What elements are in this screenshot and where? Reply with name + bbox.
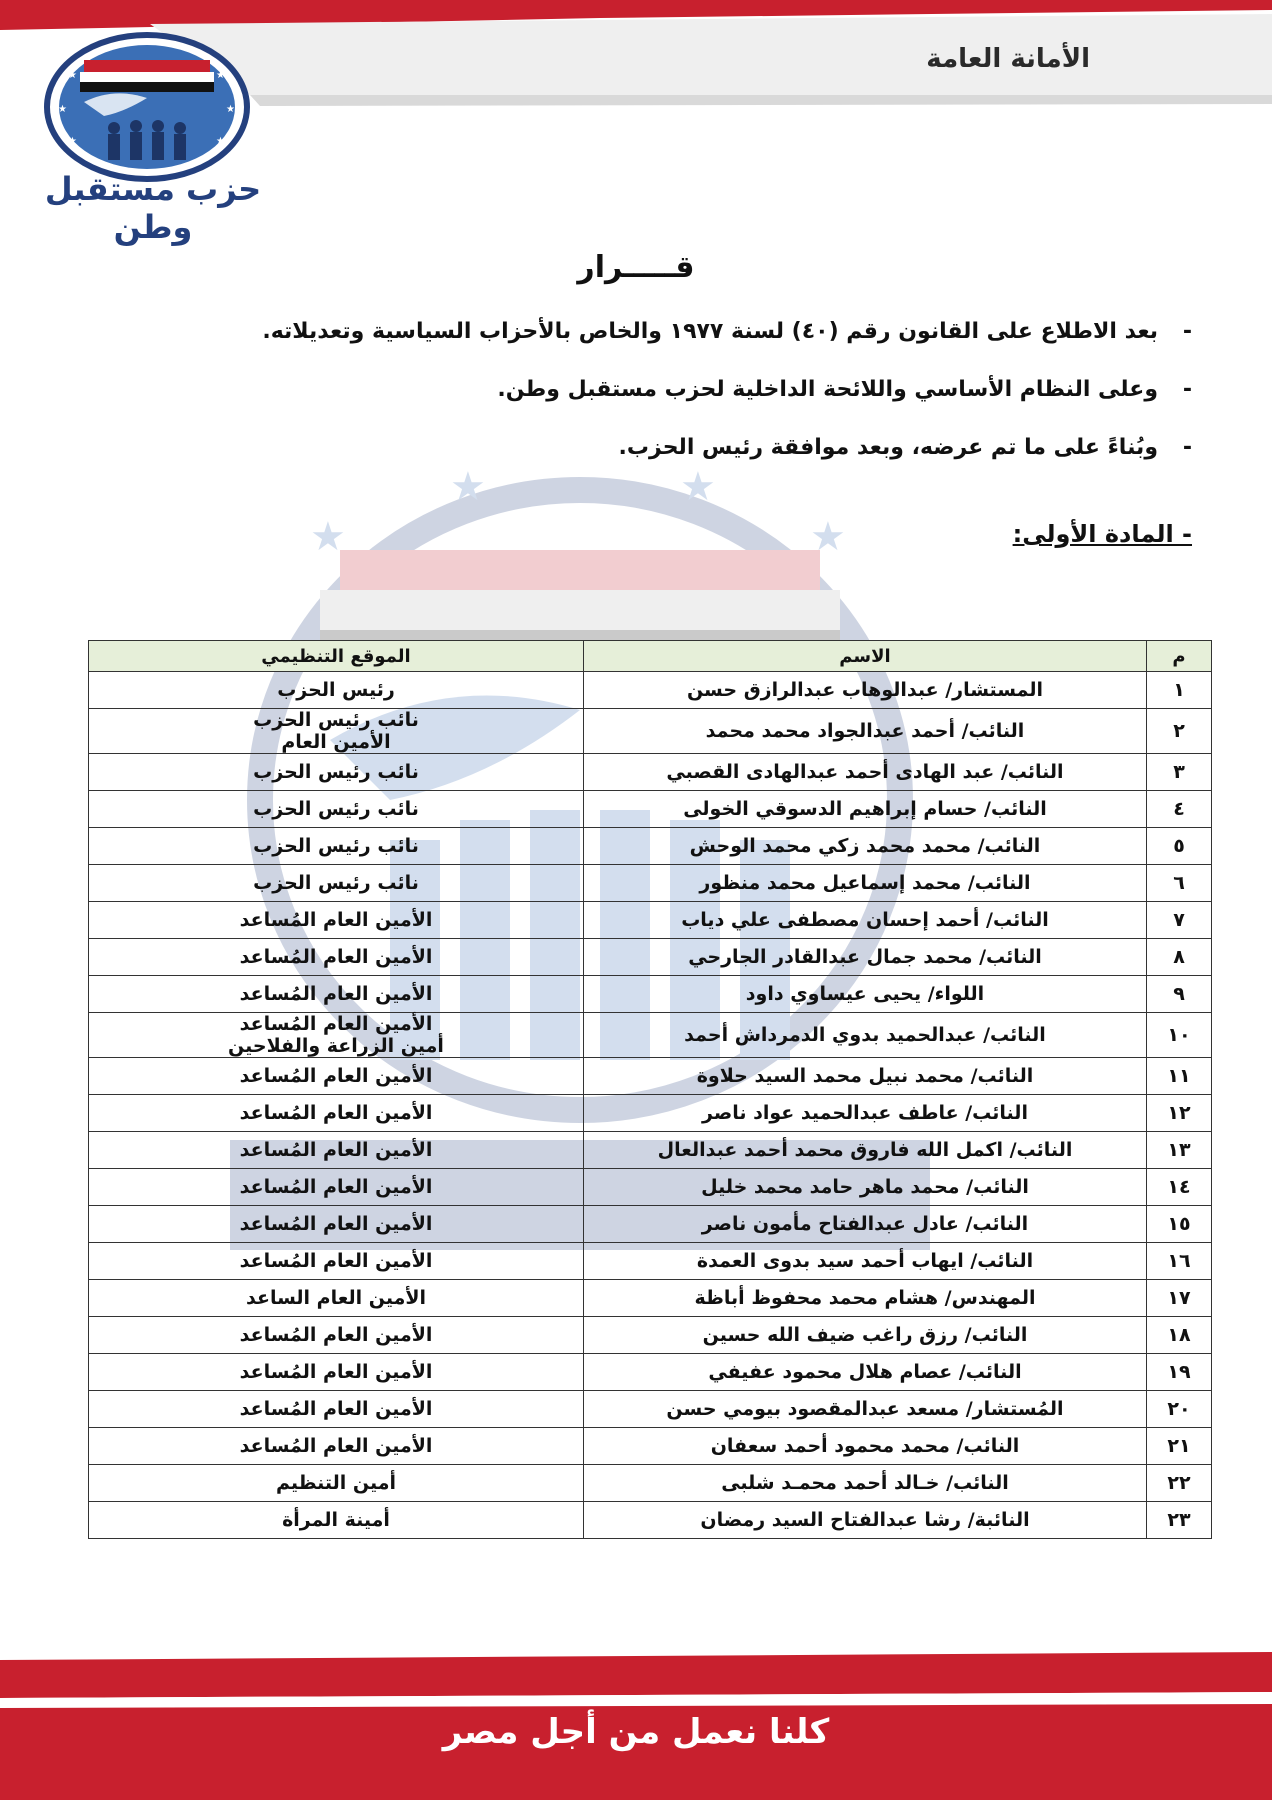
- row-number: ١٥: [1147, 1206, 1212, 1243]
- svg-text:★: ★: [450, 464, 486, 510]
- list-dash: -: [1182, 435, 1192, 460]
- member-position: الأمين العام المُساعد: [89, 1354, 584, 1391]
- row-number: ١٠: [1147, 1013, 1212, 1058]
- member-name: النائب/ عبدالحميد بدوي الدمرداش أحمد: [584, 1013, 1147, 1058]
- member-name: النائب/ أحمد إحسان مصطفى علي دياب: [584, 902, 1147, 939]
- svg-text:★: ★: [58, 104, 67, 115]
- row-number: ٤: [1147, 791, 1212, 828]
- table-row: [89, 1169, 1212, 1206]
- member-position: نائب رئيس الحزب الأمين العام: [89, 709, 584, 754]
- row-number: ١٢: [1147, 1095, 1212, 1132]
- member-position: الأمين العام المُساعد: [89, 1428, 584, 1465]
- member-name: النائب/ اكمل الله فاروق محمد أحمد عبدالعال: [584, 1132, 1147, 1169]
- svg-text:★: ★: [310, 514, 346, 560]
- member-position: الأمين العام المُساعد: [89, 1317, 584, 1354]
- member-position: نائب رئيس الحزب: [89, 865, 584, 902]
- member-name: النائب/ محمد إسماعيل محمد منظور: [584, 865, 1147, 902]
- svg-text:★: ★: [680, 464, 716, 510]
- table-row: [89, 1502, 1212, 1539]
- row-number: ١٦: [1147, 1243, 1212, 1280]
- row-number: ٥: [1147, 828, 1212, 865]
- member-position: الأمين العام المُساعد: [89, 1058, 584, 1095]
- list-dash: -: [1182, 319, 1192, 344]
- member-position: رئيس الحزب: [89, 672, 584, 709]
- member-name: النائب/ رزق راغب ضيف الله حسين: [584, 1317, 1147, 1354]
- member-position: الأمين العام المُساعد: [89, 939, 584, 976]
- row-number: ٢١: [1147, 1428, 1212, 1465]
- table-row: [89, 672, 1212, 709]
- member-position: أمين التنظيم: [89, 1465, 584, 1502]
- member-name: النائب/ محمد نبيل محمد السيد حلاوة: [584, 1058, 1147, 1095]
- member-name: النائب/ ايهاب أحمد سيد بدوى العمدة: [584, 1243, 1147, 1280]
- org-title: الأمانة العامة: [926, 44, 1090, 74]
- member-name: النائب/ محمد جمال عبدالقادر الجارحي: [584, 939, 1147, 976]
- header-num: م: [1147, 641, 1212, 672]
- table-row: [89, 1058, 1212, 1095]
- table-row: [89, 754, 1212, 791]
- members-table-body: [89, 672, 1212, 1539]
- party-logo: [44, 32, 250, 182]
- member-position: الأمين العام المُساعد: [89, 902, 584, 939]
- member-position: الأمين العام المُساعد: [89, 976, 584, 1013]
- table-row: [89, 1354, 1212, 1391]
- decision-title: قـــــرار: [577, 250, 695, 285]
- member-position: الأمين العام المُساعد: [89, 1206, 584, 1243]
- table-row: [89, 976, 1212, 1013]
- row-number: ٢٣: [1147, 1502, 1212, 1539]
- svg-text:★: ★: [226, 104, 235, 115]
- preamble-item: [142, 426, 1192, 484]
- logo-caption: حزب مستقبل وطن: [44, 170, 262, 246]
- member-position: نائب رئيس الحزب: [89, 791, 584, 828]
- table-row: [89, 1317, 1212, 1354]
- member-name: النائب/ محمد محمد زكي محمد الوحش: [584, 828, 1147, 865]
- member-position: نائب رئيس الحزب: [89, 828, 584, 865]
- member-position: الأمين العام المُساعد: [89, 1095, 584, 1132]
- member-name: النائب/ حسام إبراهيم الدسوقي الخولى: [584, 791, 1147, 828]
- svg-text:★: ★: [216, 70, 225, 81]
- list-dash: -: [1182, 377, 1192, 402]
- header-name: الاسم: [584, 641, 1147, 672]
- member-name: النائب/ أحمد عبدالجواد محمد محمد: [584, 709, 1147, 754]
- row-number: ٢٢: [1147, 1465, 1212, 1502]
- row-number: ٢: [1147, 709, 1212, 754]
- row-number: ١: [1147, 672, 1212, 709]
- table-row: [89, 939, 1212, 976]
- row-number: ١٨: [1147, 1317, 1212, 1354]
- member-name: النائب/ عصام هلال محمود عفيفي: [584, 1354, 1147, 1391]
- member-name: النائب/ عبد الهادى أحمد عبدالهادى القصبي: [584, 754, 1147, 791]
- row-number: ١١: [1147, 1058, 1212, 1095]
- row-number: ٦: [1147, 865, 1212, 902]
- member-name: اللواء/ يحيى عيساوي داود: [584, 976, 1147, 1013]
- svg-text:★: ★: [216, 136, 225, 147]
- svg-text:★: ★: [68, 136, 77, 147]
- member-name: النائب/ محمد محمود أحمد سعفان: [584, 1428, 1147, 1465]
- row-number: ٩: [1147, 976, 1212, 1013]
- preamble-text: وعلى النظام الأساسي واللائحة الداخلية لحزب مستقبل وطن.: [497, 377, 1158, 402]
- row-number: ٧: [1147, 902, 1212, 939]
- table-row: [89, 1095, 1212, 1132]
- row-number: ١٩: [1147, 1354, 1212, 1391]
- table-row: [89, 1013, 1212, 1058]
- table-row: [89, 1206, 1212, 1243]
- member-position: أمينة المرأة: [89, 1502, 584, 1539]
- table-row: [89, 865, 1212, 902]
- table-row: [89, 1280, 1212, 1317]
- svg-text:★: ★: [68, 70, 77, 81]
- table-row: [89, 902, 1212, 939]
- preamble-text: بعد الاطلاع على القانون رقم (٤٠) لسنة ١٩٧٧ والخاص بالأحزاب السياسية وتعديلاته.: [262, 319, 1158, 344]
- row-number: ١٧: [1147, 1280, 1212, 1317]
- table-row: [89, 1391, 1212, 1428]
- member-name: المهندس/ هشام محمد محفوظ أباظة: [584, 1280, 1147, 1317]
- member-position: الأمين العام الساعد: [89, 1280, 584, 1317]
- member-name: النائبة/ رشا عبدالفتاح السيد رمضان: [584, 1502, 1147, 1539]
- row-number: ٢٠: [1147, 1391, 1212, 1428]
- row-number: ١٣: [1147, 1132, 1212, 1169]
- member-position: الأمين العام المُساعد: [89, 1391, 584, 1428]
- table-row: [89, 1465, 1212, 1502]
- member-position: الأمين العام المُساعد: [89, 1132, 584, 1169]
- table-row: [89, 791, 1212, 828]
- table-row: [89, 709, 1212, 754]
- row-number: ٣: [1147, 754, 1212, 791]
- table-row: [89, 1243, 1212, 1280]
- table-row: [89, 1132, 1212, 1169]
- table-header-row: [89, 641, 1212, 672]
- member-name: النائب/ خـالد أحمد محمـد شلبى: [584, 1465, 1147, 1502]
- member-name: المُستشار/ مسعد عبدالمقصود بيومي حسن: [584, 1391, 1147, 1428]
- members-table: [88, 640, 1212, 1539]
- header-position: الموقع التنظيمي: [89, 641, 584, 672]
- member-position: الأمين العام المُساعد أمين الزراعة والفلاحين: [89, 1013, 584, 1058]
- member-name: النائب/ محمد ماهر حامد محمد خليل: [584, 1169, 1147, 1206]
- table-row: [89, 1428, 1212, 1465]
- row-number: ٨: [1147, 939, 1212, 976]
- member-position: الأمين العام المُساعد: [89, 1243, 584, 1280]
- preamble-item: [142, 310, 1192, 368]
- svg-text:★: ★: [810, 514, 846, 560]
- preamble-text: وبُناءً على ما تم عرضه، وبعد موافقة رئيس الحزب.: [618, 435, 1158, 460]
- footer-slogan: كلنا نعمل من أجل مصر: [442, 1712, 830, 1752]
- article-heading: - المادة الأولى:: [1012, 520, 1192, 548]
- member-name: النائب/ عادل عبدالفتاح مأمون ناصر: [584, 1206, 1147, 1243]
- preamble-list: [142, 310, 1192, 484]
- table-row: [89, 828, 1212, 865]
- member-position: نائب رئيس الحزب: [89, 754, 584, 791]
- member-name: المستشار/ عبدالوهاب عبدالرازق حسن: [584, 672, 1147, 709]
- member-name: النائب/ عاطف عبدالحميد عواد ناصر: [584, 1095, 1147, 1132]
- member-position: الأمين العام المُساعد: [89, 1169, 584, 1206]
- preamble-item: [142, 368, 1192, 426]
- row-number: ١٤: [1147, 1169, 1212, 1206]
